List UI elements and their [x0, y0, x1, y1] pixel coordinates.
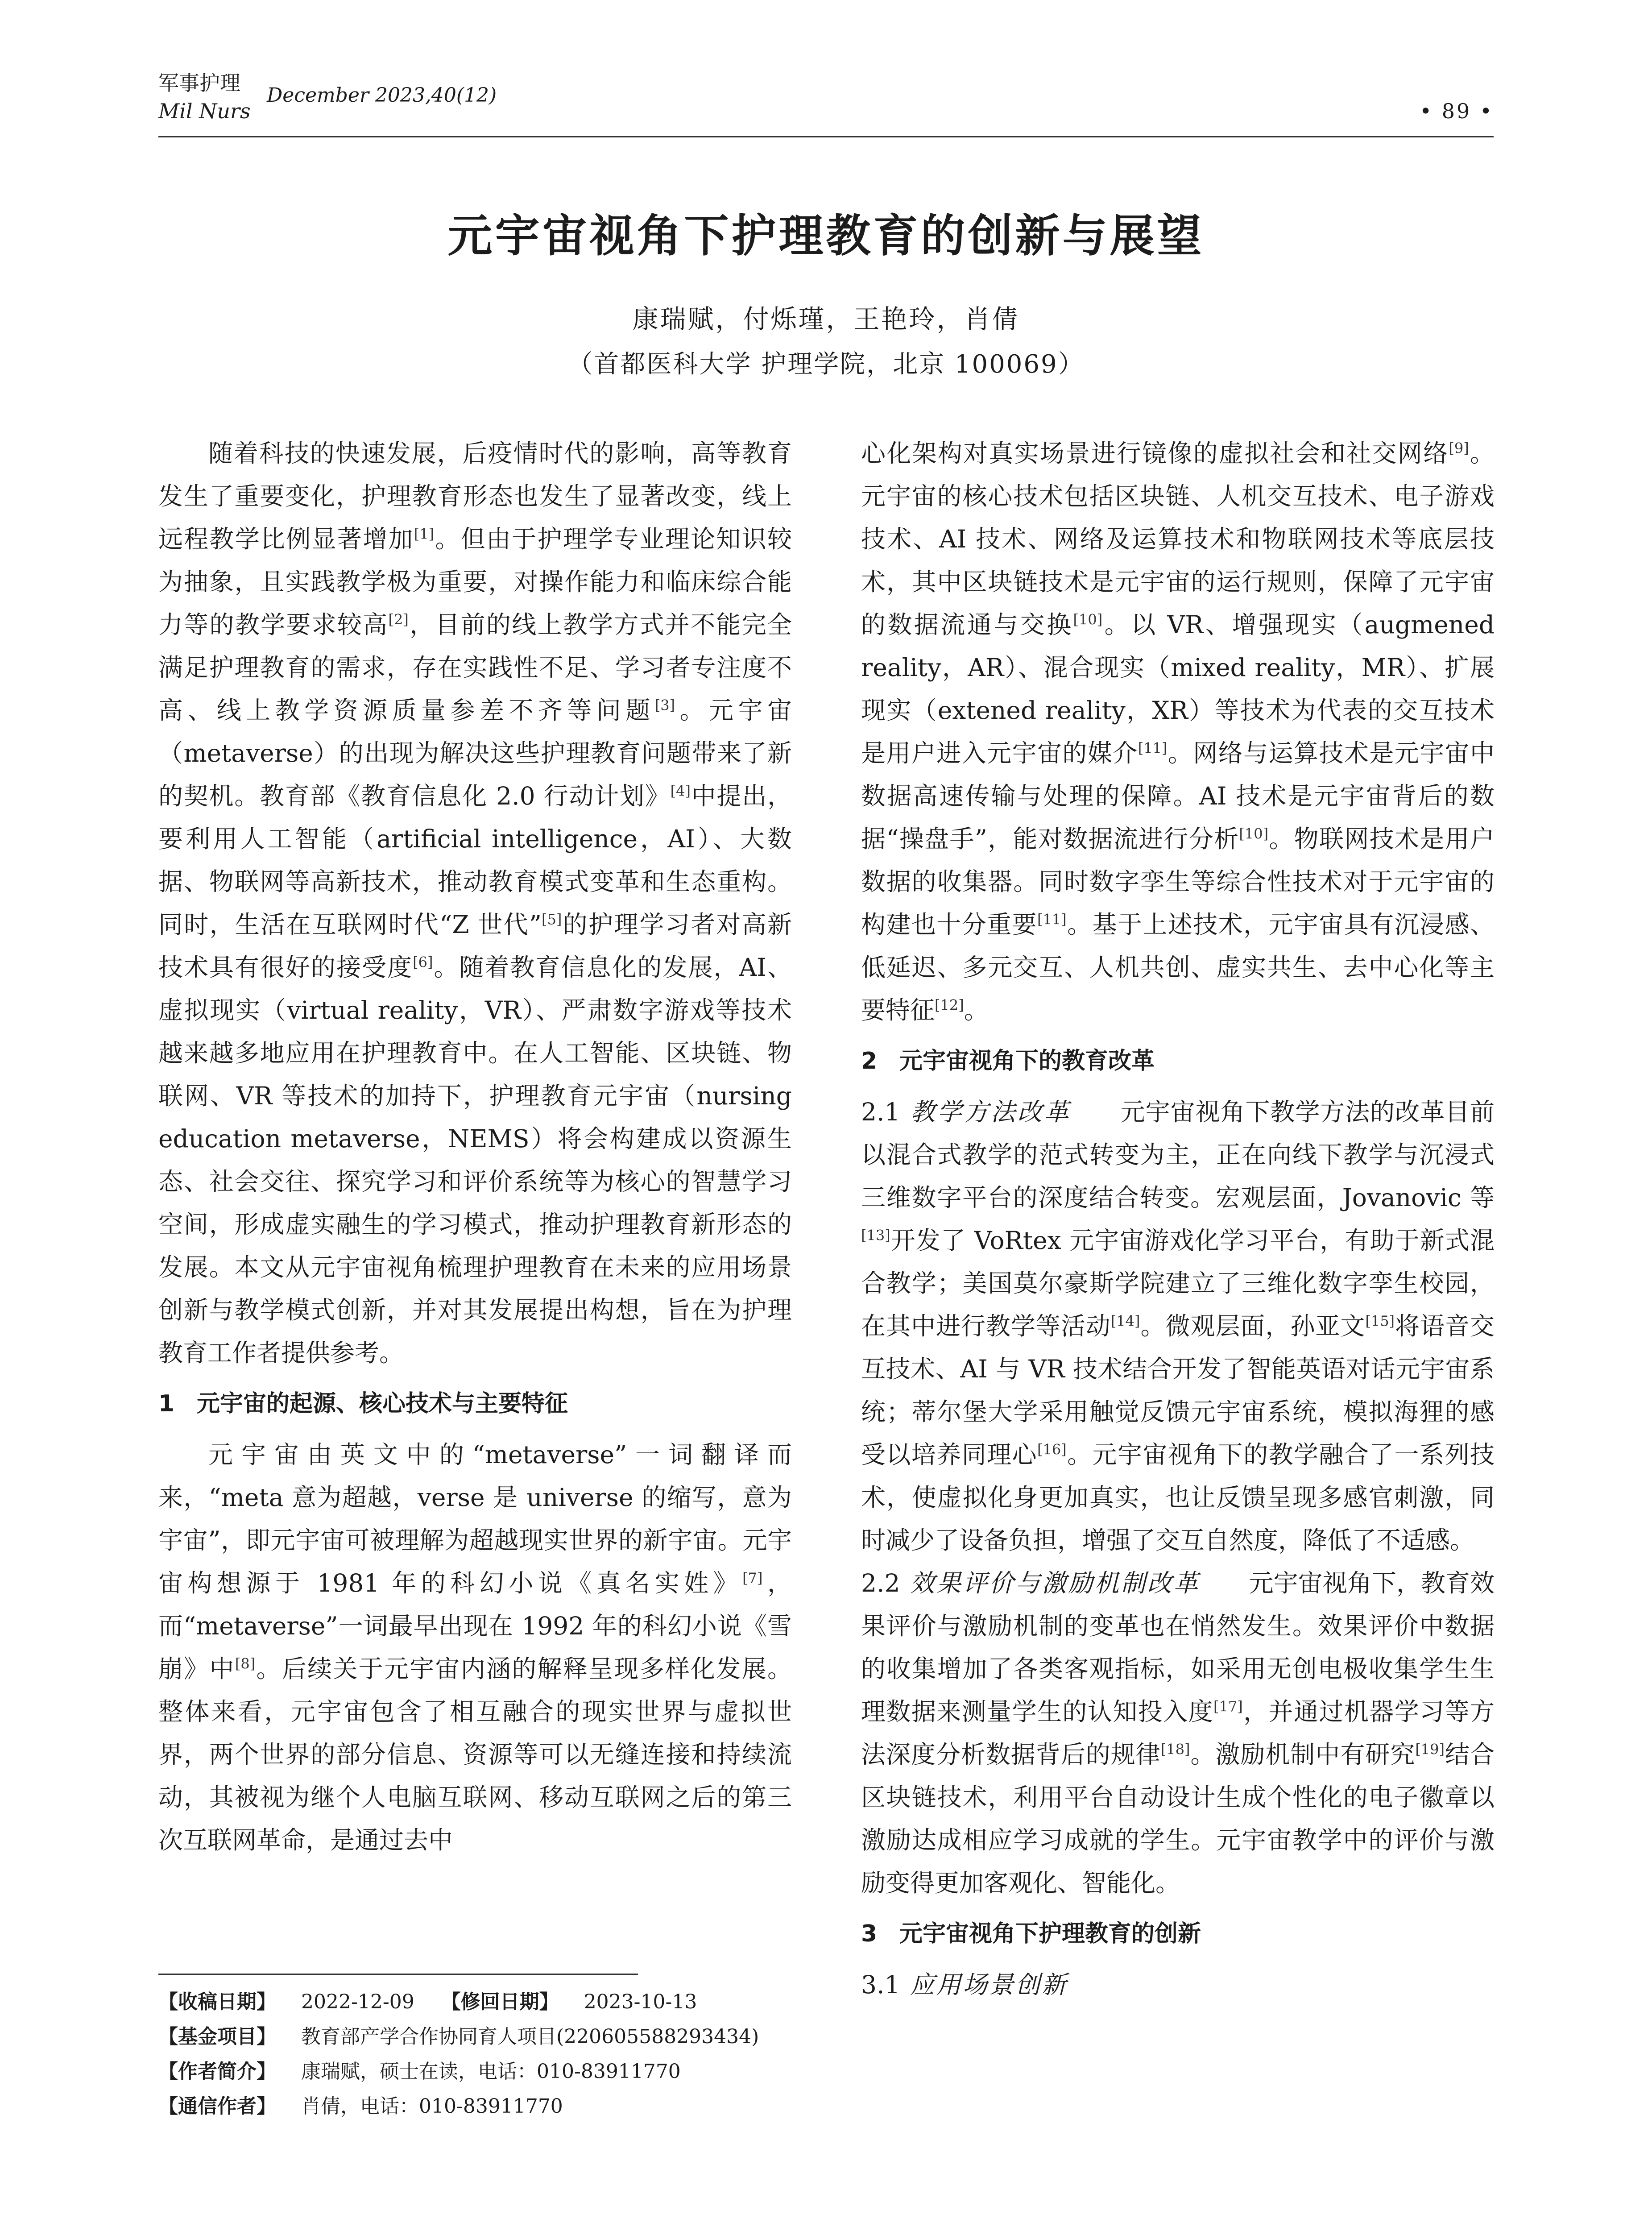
citation-ref: [1]: [414, 525, 435, 543]
text-run: 。微观层面，孙亚文: [1140, 1312, 1366, 1340]
section-3-heading: [861, 1912, 1495, 1955]
section-title: 元宇宙的起源、核心技术与主要特征: [197, 1390, 568, 1417]
affiliation: （首都医科大学 护理学院，北京 100069）: [567, 350, 1085, 379]
text-run: 将语音交互技术、AI 与 VR 技术结合开发了智能英语对话元宇宙系统；蒂尔堡大学采用触觉反馈元宇宙系统，模拟海狸的感受以培养同理心: [861, 1312, 1495, 1469]
text-run: 开发了 VoRtex 元宇宙游戏化学习平台，有助于新式混合教学；美国莫尔豪斯学院建立了三维化数字孪生校园，在其中进行教学等活动: [861, 1226, 1495, 1340]
subsection-title: 效果评价与激励机制改革: [910, 1569, 1200, 1597]
text-run: 心化架构对真实场景进行镜像的虚拟社会和社交网络: [861, 439, 1449, 468]
revised-date: 2023-10-13: [584, 1990, 697, 2013]
page-number: • 89 •: [1419, 99, 1494, 123]
text-run: 元宇宙视角下，教育效果评价与激励机制的变革也在悄然发生。效果评价中数据的收集增加了各类客观指标，如采用无创电极收集学生生理数据来测量学生的认知投入度: [861, 1569, 1495, 1726]
fund-value: 教育部产学合作协同育人项目(220605588293434): [301, 2025, 759, 2048]
citation-ref: [10]: [1239, 825, 1269, 842]
author-bio-row: [158, 2054, 792, 2089]
subsection-number: 3.1: [861, 1970, 900, 1999]
citation-ref: [19]: [1415, 1741, 1445, 1758]
subsection-2-1-body: [861, 1098, 1495, 1555]
author-list: 康瑞赋，付烁瑾，王艳玲，肖倩: [632, 304, 1020, 334]
corresponding-value: 肖倩，电话：010-83911770: [301, 2095, 563, 2118]
section-title: 元宇宙视角下的教育改革: [899, 1048, 1155, 1074]
text-run: 。基于上述技术，元宇宙具有沉浸感、低延迟、多元交互、人机共创、虚实共生、去中心化等主要特征: [861, 910, 1495, 1024]
citation-ref: [6]: [413, 954, 433, 971]
text-run: 的护理学习者对高新技术具有很好的接受度: [158, 910, 792, 982]
citation-ref: [13]: [861, 1227, 890, 1244]
text-run: 。以 VR、增强现实（augmened reality，AR）、混合现实（mixed reality，MR）、扩展现实（extened reality，XR）等技术为代表的交互技术是用户进入元宇宙的媒介: [861, 610, 1495, 767]
subsection-2-1-paragraph: [861, 1091, 1495, 1562]
section-1-heading: [158, 1382, 792, 1425]
text-run: 结合区块链技术，利用平台自动设计生成个性化的电子徽章以激励达成相应学习成就的学生。元宇宙教学中的评价与激励变得更加客观化、智能化。: [861, 1740, 1495, 1897]
citation-ref: [8]: [235, 1655, 256, 1672]
section-number: 1: [158, 1390, 175, 1417]
citation-ref: [16]: [1037, 1441, 1067, 1458]
author-bio-label: 【作者简介】: [158, 2060, 276, 2083]
citation-ref: [2]: [388, 611, 409, 628]
text-run: 。元宇宙视角下的教学融合了一系列技术，使虚拟化身更加真实，也让反馈呈现多感官刺激，同时减少了设备负担，增强了交互自然度，降低了不适感。: [861, 1440, 1495, 1555]
section-2-heading: [861, 1040, 1495, 1082]
text-run: 。网络与运算技术是元宇宙中数据高速传输与处理的保障。AI 技术是元宇宙背后的数据“操盘手”，能对数据流进行分析: [861, 739, 1495, 853]
dates-row: [158, 1985, 792, 2020]
text-run: ，目前的线上教学方式并不能完全满足护理教育的需求，存在实践性不足、学习者专注度不高、线上教学资源质量参差不齐等问题: [158, 610, 792, 725]
article-title: 元宇宙视角下护理教育的创新与展望: [447, 210, 1205, 262]
received-label: 【收稿日期】: [158, 1990, 276, 2013]
subsection-title: 教学方法改革: [910, 1098, 1071, 1126]
citation-ref: [11]: [1138, 739, 1168, 757]
section-1-paragraph: [158, 1433, 792, 1862]
citation-ref: [5]: [542, 911, 562, 928]
text-run: 。元宇宙的核心技术包括区块链、人机交互技术、电子游戏技术、AI 技术、网络及运算技术和物联网技术等底层技术，其中区块链技术是元宇宙的运行规则，保障了元宇宙的数据流通与交换: [861, 439, 1495, 639]
citation-ref: [11]: [1037, 911, 1067, 928]
text-run: 。: [964, 996, 989, 1024]
citation-ref: [9]: [1449, 440, 1469, 457]
header-rule: [158, 136, 1494, 137]
citation-ref: [12]: [935, 996, 964, 1014]
citation-ref: [10]: [1073, 611, 1103, 628]
section-title: 元宇宙视角下护理教育的创新: [899, 1920, 1201, 1947]
text-run: 随着科技的快速发展，后疫情时代的影响，高等教育发生了重要变化，护理教育形态也发生了显著改变，线上远程教学比例显著增加: [158, 439, 792, 553]
citation-ref: [18]: [1160, 1741, 1190, 1758]
fund-label: 【基金项目】: [158, 2025, 276, 2048]
right-column: [861, 432, 1495, 2006]
text-run: ，而“metaverse”一词最早出现在 1992 年的科幻小说《雪崩》中: [158, 1569, 792, 1683]
citation-ref: [3]: [654, 697, 675, 714]
citation-ref: [4]: [670, 782, 691, 800]
journal-name-cn: 军事护理: [158, 71, 240, 95]
text-run: 。但由于护理学专业理论知识较为抽象，且实践教学极为重要，对操作能力和临床综合能力等的教学要求较高: [158, 525, 792, 639]
revised-label: 【修回日期】: [441, 1990, 559, 2013]
subsection-title: 应用场景创新: [910, 1970, 1068, 1999]
left-column: [158, 432, 792, 1862]
text-run: 。元宇宙（metaverse）的出现为解决这些护理教育问题带来了新的契机。教育部《教育信息化 2.0 行动计划》: [158, 696, 792, 810]
citation-ref: [15]: [1365, 1312, 1395, 1330]
citation-ref: [7]: [742, 1569, 763, 1587]
footnote-rule: [158, 1974, 638, 1975]
text-run: 。激励机制中有研究: [1190, 1740, 1416, 1769]
received-date: 2022-12-09: [301, 1990, 414, 2013]
section-number: 3: [861, 1920, 878, 1947]
corresponding-row: [158, 2089, 792, 2124]
text-run: 。随着教育信息化的发展，AI、虚拟现实（virtual reality，VR）、严肃数字游戏等技术越来越多地应用在护理教育中。在人工智能、区块链、物联网、VR 等技术的加持下，护理教育元宇宙（nursing education metaverse，NEMS）将会构建成以资源生态、社会交往、探究学习和评价系统等为核心的智慧学习空间，形成虚实融生的学习模式，推动护理教育新形态的发展。本文从元宇宙视角梳理护理教育在未来的应用场景创新与教学模式创新，并对其发展提出构想，旨在为护理教育工作者提供参考。: [158, 953, 792, 1367]
subsection-2-2-paragraph: [861, 1562, 1495, 1904]
text-run: 元宇宙视角下教学方法的改革目前以混合式教学的范式转变为主，正在向线下教学与沉浸式三维数字平台的深度结合转变。宏观层面，Jovanovic 等: [861, 1098, 1495, 1212]
journal-name-en: Mil Nurs: [158, 99, 251, 123]
citation-ref: [17]: [1213, 1698, 1243, 1715]
section-number: 2: [861, 1048, 878, 1074]
text-run: 。物联网技术是用户数据的收集器。同时数字孪生等综合性技术对于元宇宙的构建也十分重要: [861, 825, 1495, 939]
text-run: ，并通过机器学习等方法深度分析数据背后的规律: [861, 1697, 1495, 1769]
subsection-2-2-body: [861, 1569, 1495, 1897]
footnotes: [158, 1985, 792, 2124]
subsection-number: 2.1: [861, 1098, 900, 1126]
subsection-number: 2.2: [861, 1569, 900, 1597]
issue-info: December 2023,40(12): [267, 84, 497, 107]
subsection-3-1-heading: [861, 1963, 1495, 2006]
citation-ref: [14]: [1110, 1312, 1140, 1330]
text-run: 。后续关于元宇宙内涵的解释呈现多样化发展。整体来看，元宇宙包含了相互融合的现实世界与虚拟世界，两个世界的部分信息、资源等可以无缝连接和持续流动，其被视为继个人电脑互联网、移动互联网之后的第三次互联网革命，是通过去中: [158, 1655, 792, 1854]
text-run: 中提出，要利用人工智能（artificial intelligence，AI）、大数据、物联网等高新技术，推动教育模式变革和生态重构。同时，生活在互联网时代“Z 世代”: [158, 782, 792, 939]
author-bio-value: 康瑞赋，硕士在读，电话：010-83911770: [301, 2060, 681, 2083]
fund-row: [158, 2020, 792, 2054]
intro-paragraph: [158, 432, 792, 1374]
text-run: 元宇宙由英文中的“metaverse”一词翻译而来，“meta 意为超越，verse 是 universe 的缩写，意为宇宙”，即元宇宙可被理解为超越现实世界的新宇宙。元宇宙构想源于 1981 年的科幻小说《真名实姓》: [158, 1440, 792, 1597]
corresponding-label: 【通信作者】: [158, 2095, 276, 2118]
section-1-continued-paragraph: [861, 432, 1495, 1032]
